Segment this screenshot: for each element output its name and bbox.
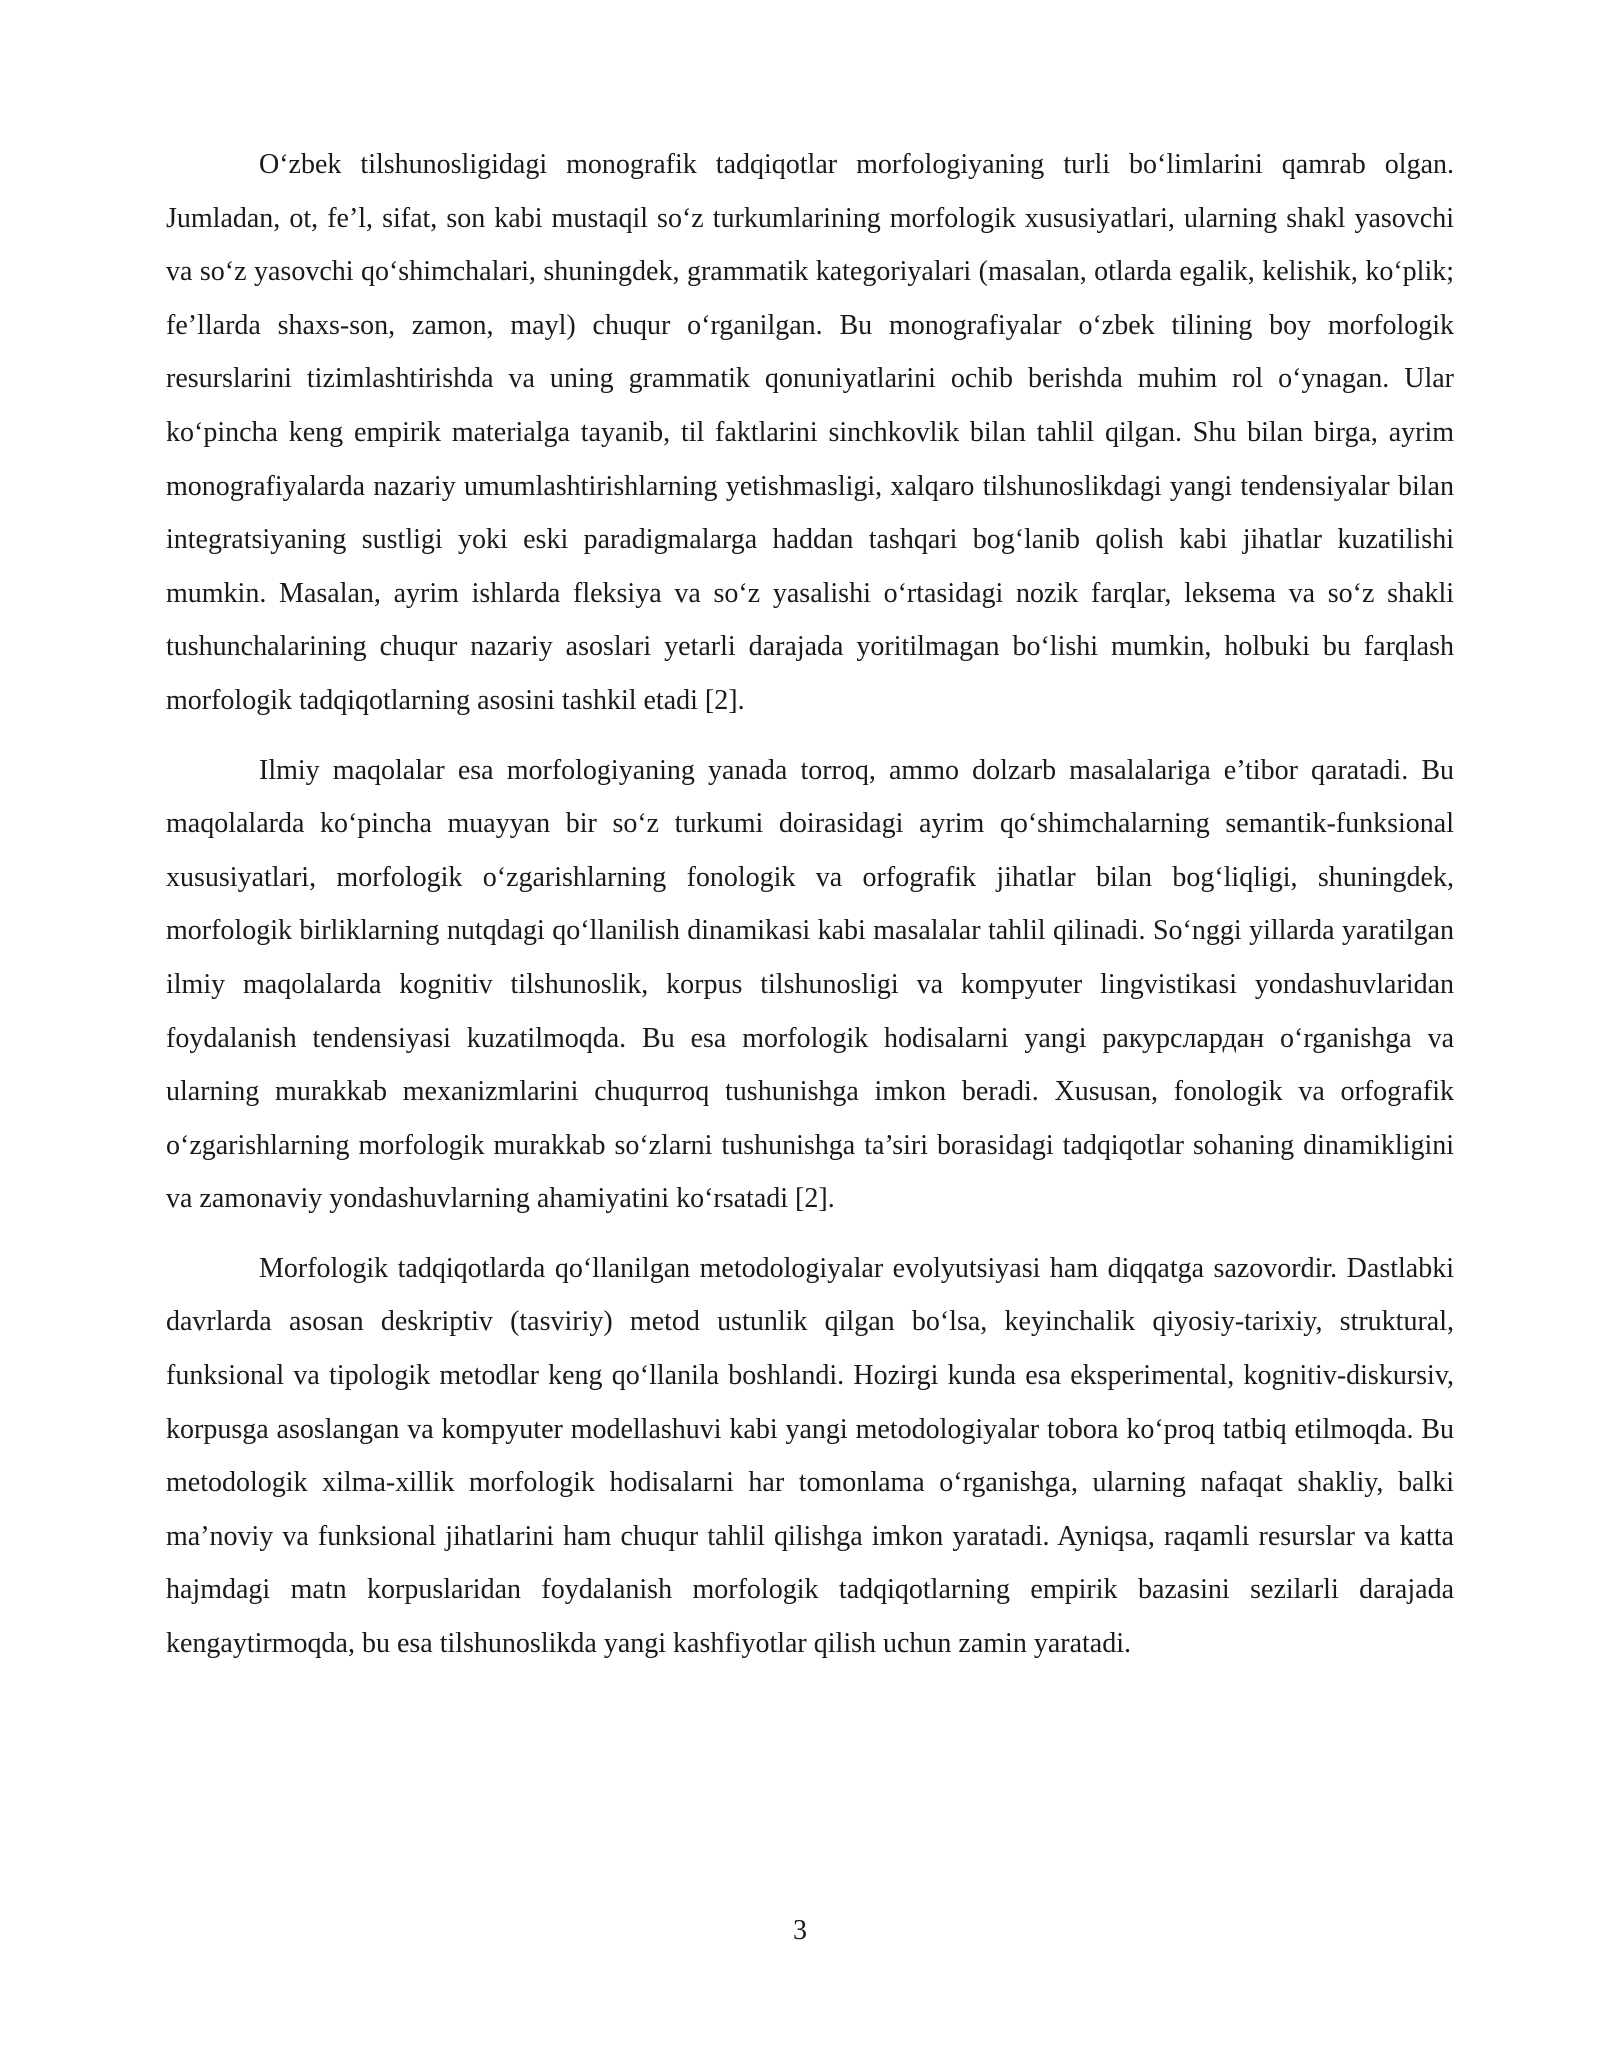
page-number: 3 xyxy=(793,1915,807,1946)
paragraph-3: Morfologik tadqiqotlarda qo‘llanilgan metodologiyalar evolyutsiyasi ham diqqatga sazovordir. Dastlabki davrlarda asosan deskriptiv (tasviriy) metod ustunlik qilgan bo‘lsa, keyinchalik qiyosiy-tarixiy, struktural, funksional va tipologik metodlar keng qo‘llanila boshlandi. Hozirgi kunda esa eksperimental, kognitiv-diskursiv, korpusga asoslangan va kompyuter modellashuvi kabi yangi metodologiyalar tobora ko‘proq tatbiq etilmoqda. Bu metodologik xilma-xillik morfologik hodisalarni har tomonlama o‘rganishga, ularning nafaqat shakliy, balki ma’noviy va funksional jihatlarini ham chuqur tahlil qilishga imkon yaratadi. Ayniqsa, raqamli resurslar va katta hajmdagi matn korpuslaridan foydalanish morfologik tadqiqotlarning empirik bazasini sezilarli darajada kengaytirmoqda, bu esa tilshunoslikda yangi kashfiyotlar qilish uchun zamin yaratadi. xyxy=(166,1252,1454,1660)
paragraph-2: Ilmiy maqolalar esa morfologiyaning yanada torroq, ammo dolzarb masalalariga e’tibor qaratadi. Bu maqolalarda ko‘pincha muayyan bir so‘z turkumi doirasidagi ayrim qo‘shimchalarning semantik-funksional xususiyatlari, morfologik o‘zgarishlarning fonologik va orfografik jihatlar bilan bog‘liqligi, shuningdek, morfologik birliklarning nutqdagi qo‘llanilish dinamikasi kabi masalalar tahlil qilinadi. So‘nggi yillarda yaratilgan ilmiy maqolalarda kognitiv tilshunoslik, korpus tilshunosligi va kompyuter lingvistikasi yondashuvlaridan foydalanish tendensiyasi kuzatilmoqda. Bu esa morfologik hodisalarni yangi ракурслардан o‘rganishga va ularning murakkab mexanizmlarini chuqurroq tushunishga imkon beradi. Xususan, fonologik va orfografik o‘zgarishlarning morfologik murakkab so‘zlarni tushunishga ta’siri borasidagi tadqiqotlar sohaning dinamikligini va zamonaviy yondashuvlarning ahamiyatini ko‘rsatadi [2]. xyxy=(166,754,1454,1215)
paragraph-1: O‘zbek tilshunosligidagi monografik tadqiqotlar morfologiyaning turli bo‘limlarini qamrab olgan. Jumladan, ot, fe’l, sifat, son kabi mustaqil so‘z turkumlarining morfologik xususiyatlari, ularning shakl yasovchi va so‘z yasovchi qo‘shimchalari, shuningdek, grammatik kategoriyalari (masalan, otlarda egalik, kelishik, ko‘plik; fe’llarda shaxs-son, zamon, mayl) chuqur o‘rganilgan. Bu monografiyalar o‘zbek tilining boy morfologik resurslarini tizimlashtirishda va uning grammatik qonuniyatlarini ochib berishda muhim rol o‘ynagan. Ular ko‘pincha keng empirik materialga tayanib, til faktlarini sinchkovlik bilan tahlil qilgan. Shu bilan birga, ayrim monografiyalarda nazariy umumlashtirishlarning yetishmasligi, xalqaro tilshunoslikdagi yangi tendensiyalar bilan integratsiyaning sustligi yoki eski paradigmalarga haddan tashqari bog‘lanib qolish kabi jihatlar kuzatilishi mumkin. Masalan, ayrim ishlarda fleksiya va so‘z yasalishi o‘rtasidagi nozik farqlar, leksema va so‘z shakli tushunchalarining chuqur nazariy asoslari yetarli darajada yoritilmagan bo‘lishi mumkin, holbuki bu farqlash morfologik tadqiqotlarning asosini tashkil etadi [2]. xyxy=(166,149,1454,716)
body-text xyxy=(166,138,1454,1687)
